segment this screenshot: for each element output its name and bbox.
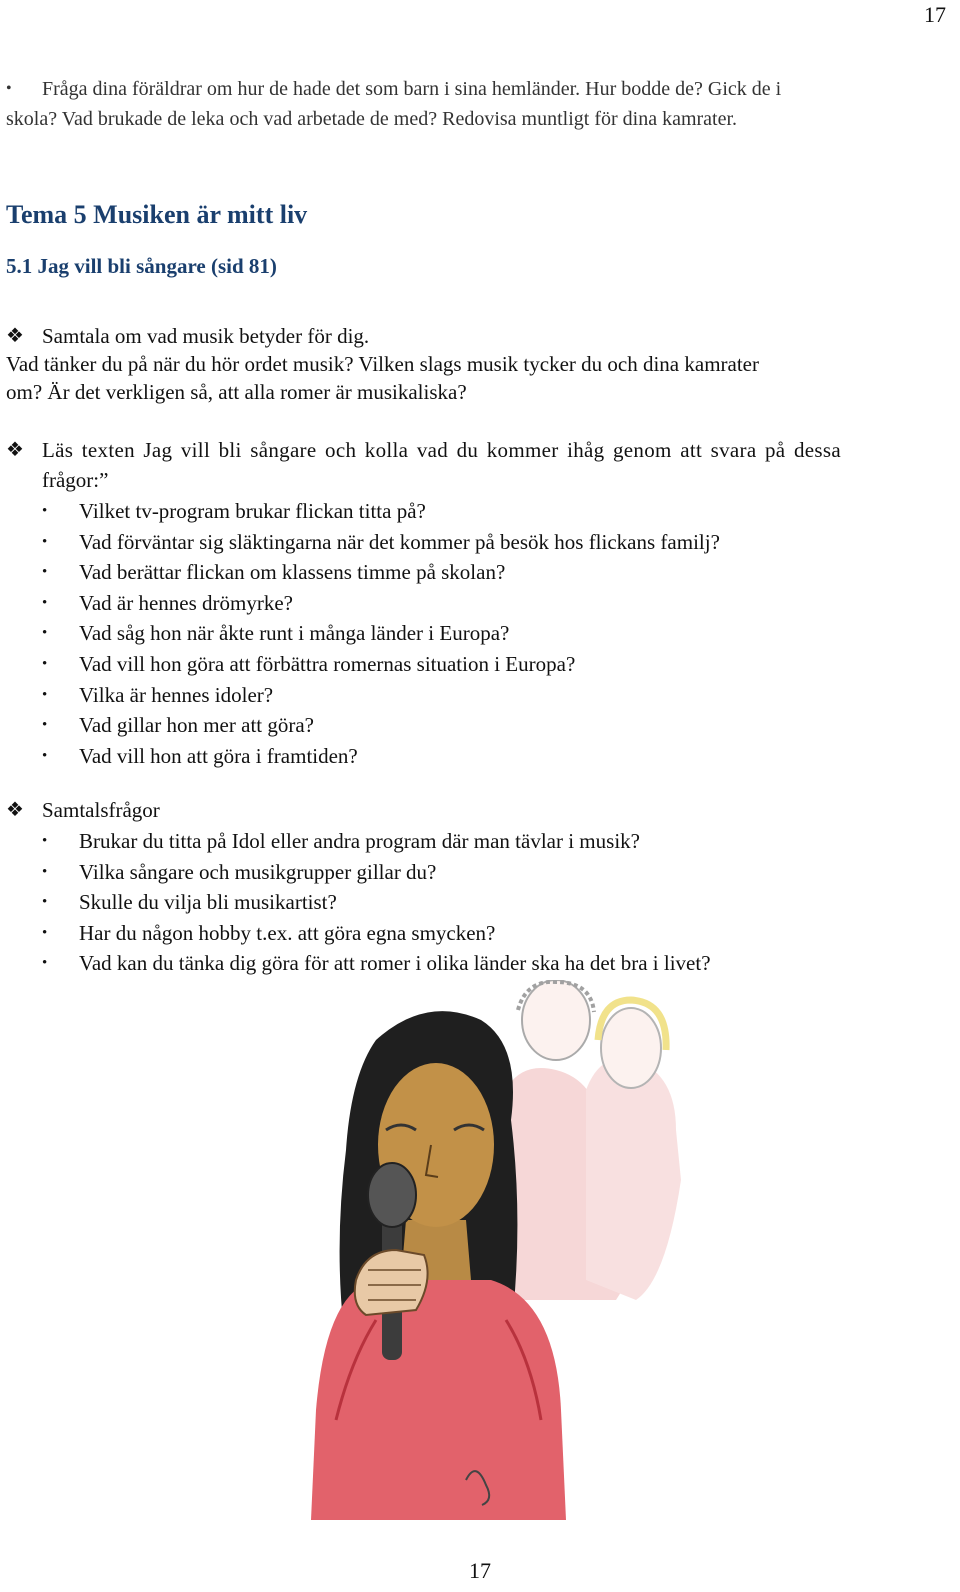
intro-line-2: skola? Vad brukade de leka och vad arbetade de med? Redovisa muntligt för dina kamrater. [6, 108, 738, 130]
bullet-icon: • [42, 833, 48, 849]
list-item: • Vilka är hennes idoler? [6, 680, 956, 711]
bullet-icon: • [42, 894, 48, 911]
bullet-icon: • [42, 686, 48, 703]
discussion-line-1: Vad tänker du på när du hör ordet musik? Vilken slags musik tycker du och dina kamrater [6, 352, 759, 376]
page-number-bottom: 17 [469, 1558, 491, 1583]
bullet-icon: • [42, 717, 48, 734]
list-item: • Vad förväntar sig släktingarna när det kommer på besök hos flickans familj? [6, 527, 956, 558]
theme-title: Tema 5 Musiken är mitt liv [6, 200, 308, 229]
reading-question-list [6, 496, 956, 771]
diamond-bullet-icon: ❖ [6, 799, 24, 821]
list-item: • Vad vill hon göra att förbättra romernas situation i Europa? [6, 649, 956, 680]
diamond-bullet-icon: ❖ [6, 439, 25, 461]
page-number-top: 17 [924, 2, 946, 27]
bullet-icon: • [42, 655, 48, 672]
bullet-icon: • [42, 747, 48, 764]
discussion-line-2: om? Är det verkligen så, att alla romer är musikaliska? [6, 380, 467, 404]
list-item: • Har du någon hobby t.ex. att göra egna smycken? [6, 918, 956, 949]
bullet-icon: • [42, 863, 48, 880]
bullet-icon: • [6, 80, 12, 97]
bullet-icon: • [42, 955, 48, 972]
list-item: • Vad kan du tänka dig göra för att romer i olika länder ska ha det bra i livet? [6, 948, 956, 979]
talk-question-list [6, 826, 956, 979]
bullet-icon: • [42, 564, 48, 581]
singer-illustration [256, 980, 686, 1520]
intro-line-1: Fråga dina föräldrar om hur de hade det som barn i sina hemländer. Hur bodde de? Gick de i [42, 78, 782, 100]
microphone-head [368, 1163, 416, 1227]
discussion-block [6, 322, 956, 406]
list-item: • Brukar du titta på Idol eller andra program där man tävlar i musik? [6, 826, 956, 857]
red-top [311, 1280, 566, 1520]
reading-line-2: frågor:” [42, 468, 109, 492]
list-item: • Vilket tv-program brukar flickan titta på? [6, 496, 956, 527]
list-item: • Vad är hennes drömyrke? [6, 588, 956, 619]
reading-block [6, 436, 956, 771]
bullet-icon: • [42, 594, 48, 611]
list-item: • Vad gillar hon mer att göra? [6, 710, 956, 741]
reading-line-1: Läs texten Jag vill bli sångare och kolla vad du kommer ihåg genom att svara på dessa [42, 438, 841, 462]
list-item: • Skulle du vilja bli musikartist? [6, 887, 956, 918]
diamond-bullet-icon: ❖ [6, 325, 24, 347]
intro-task [6, 74, 956, 134]
talk-heading: Samtalsfrågor [42, 798, 160, 822]
list-item: • Vad berättar flickan om klassens timme på skolan? [6, 557, 956, 588]
list-item: • Vilka sångare och musikgrupper gillar du? [6, 857, 956, 888]
discussion-heading: Samtala om vad musik betyder för dig. [42, 324, 370, 348]
talk-block [6, 796, 956, 979]
bullet-icon: • [42, 625, 48, 642]
bullet-icon: • [42, 533, 48, 550]
list-item: • Vad såg hon när åkte runt i många länder i Europa? [6, 618, 956, 649]
bullet-icon: • [42, 924, 48, 941]
bullet-icon: • [42, 503, 48, 519]
list-item: • Vad vill hon att göra i framtiden? [6, 741, 956, 772]
section-title: 5.1 Jag vill bli sångare (sid 81) [6, 254, 277, 278]
